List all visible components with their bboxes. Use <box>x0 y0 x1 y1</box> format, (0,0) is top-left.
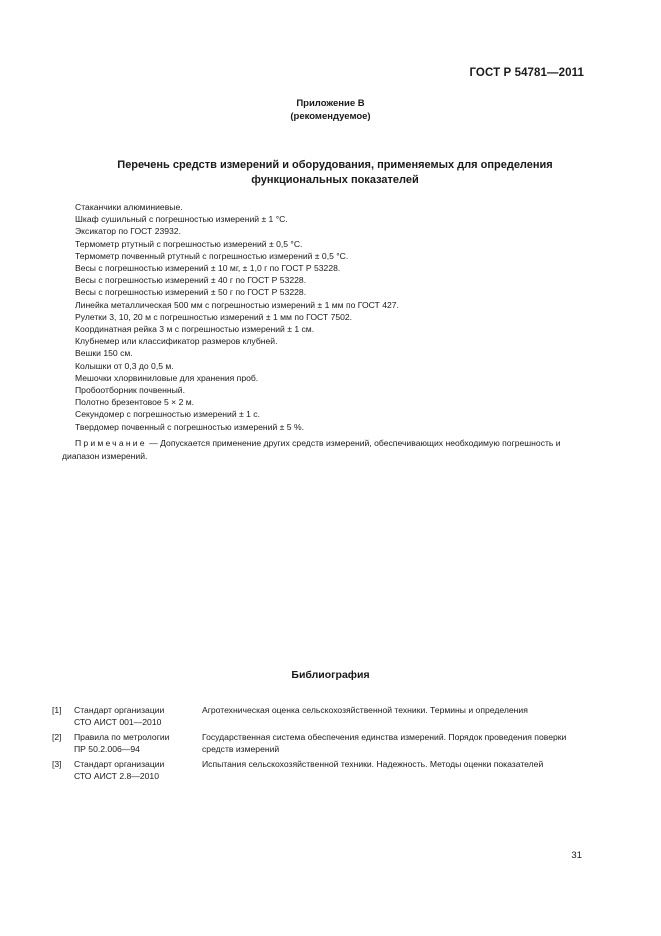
list-item: Термометр ртутный с погрешностью измерений ± 0,5 °С. <box>75 238 303 249</box>
bibliography-title: Библиография <box>291 669 370 681</box>
list-item: Вешки 150 см. <box>75 348 133 359</box>
equipment-list <box>75 201 399 433</box>
list-item: Секундомер с погрешностью измерений ± 1 с. <box>75 409 260 420</box>
bibliography-entry <box>52 705 582 732</box>
list-item: Эксикатор по ГОСТ 23932. <box>75 226 181 237</box>
list-item: Колышки от 0,3 до 0,5 м. <box>75 360 174 371</box>
bibliography-entry <box>52 732 582 759</box>
list-item: Шкаф сушильный с погрешностью измерений ± 1 °С. <box>75 214 288 225</box>
list-item: Мешочки хлорвиниловые для хранения проб. <box>75 372 259 383</box>
bibliography-source-line-1: Стандарт организации <box>74 705 165 715</box>
list-item: Линейка металлическая 500 мм с погрешностью измерений ± 1 мм по ГОСТ 427. <box>75 299 399 310</box>
bibliography-source-line-2: СТО АИСТ 001—2010 <box>74 716 162 727</box>
list-item: Полотно брезентовое 5 × 2 м. <box>75 397 195 408</box>
list-item: Клубнемер или классификатор размеров клубней. <box>75 336 278 347</box>
annex-subtitle: (рекомендуемое) <box>290 111 371 122</box>
annex-heading <box>0 97 661 123</box>
bibliography-entry-number: [2] <box>52 732 62 742</box>
bibliography-entry-text: Агротехническая оценка сельскохозяйственной техники. Термины и определения <box>202 705 528 715</box>
bibliography-entry-source <box>74 732 202 759</box>
section-title <box>70 158 600 188</box>
section-title-line-2: функциональных показателей <box>251 174 419 186</box>
list-item: Пробоотборник почвенный. <box>75 385 185 396</box>
bibliography-entry-source <box>74 759 202 786</box>
bibliography-entry-number: [1] <box>52 705 62 715</box>
bibliography-source-line-1: Правила по метрологии <box>74 732 170 742</box>
bibliography-source-line-1: Стандарт организации <box>74 759 165 769</box>
bibliography-entry <box>52 759 582 786</box>
list-item: Рулетки 3, 10, 20 м с погрешностью измерений ± 1 мм по ГОСТ 7502. <box>75 311 353 322</box>
list-item: Весы с погрешностью измерений ± 10 мг, ± 1,0 г по ГОСТ Р 53228. <box>75 263 341 274</box>
list-item: Весы с погрешностью измерений ± 40 г по ГОСТ Р 53228. <box>75 275 307 286</box>
bibliography-entry-text: Государственная система обеспечения единства измерений. Порядок проведения поверки средств измерений <box>202 732 567 754</box>
note-text: — Допускается применение других средств измерений, обеспечивающих необходимую погрешность и диапазон измерений. <box>62 438 561 461</box>
bibliography-entry-number: [3] <box>52 759 62 769</box>
bibliography-source-line-2: СТО АИСТ 2.8—2010 <box>74 770 159 781</box>
note-paragraph <box>62 437 582 463</box>
bibliography-source-line-2: ПР 50.2.006—94 <box>74 743 140 754</box>
list-item: Стаканчики алюминиевые. <box>75 202 183 212</box>
page-number: 31 <box>571 850 582 861</box>
list-item: Термометр почвенный ртутный с погрешностью измерений ± 0,5 °С. <box>75 250 349 261</box>
annex-title: Приложение В <box>296 98 365 109</box>
section-title-line-1: Перечень средств измерений и оборудования, применяемых для определения <box>117 159 553 171</box>
note-label: Примечание <box>75 438 147 448</box>
bibliography-entry-text: Испытания сельскохозяйственной техники. Надежность. Методы оценки показателей <box>202 759 544 769</box>
bibliography-entry-source <box>74 705 202 732</box>
list-item: Весы с погрешностью измерений ± 50 г по ГОСТ Р 53228. <box>75 287 307 298</box>
list-item: Координатная рейка 3 м с погрешностью измерений ± 1 см. <box>75 324 315 335</box>
list-item: Твердомер почвенный с погрешностью измерений ± 5 %. <box>75 421 304 432</box>
document-header-id: ГОСТ Р 54781—2011 <box>469 67 584 79</box>
bibliography-table <box>52 705 582 786</box>
